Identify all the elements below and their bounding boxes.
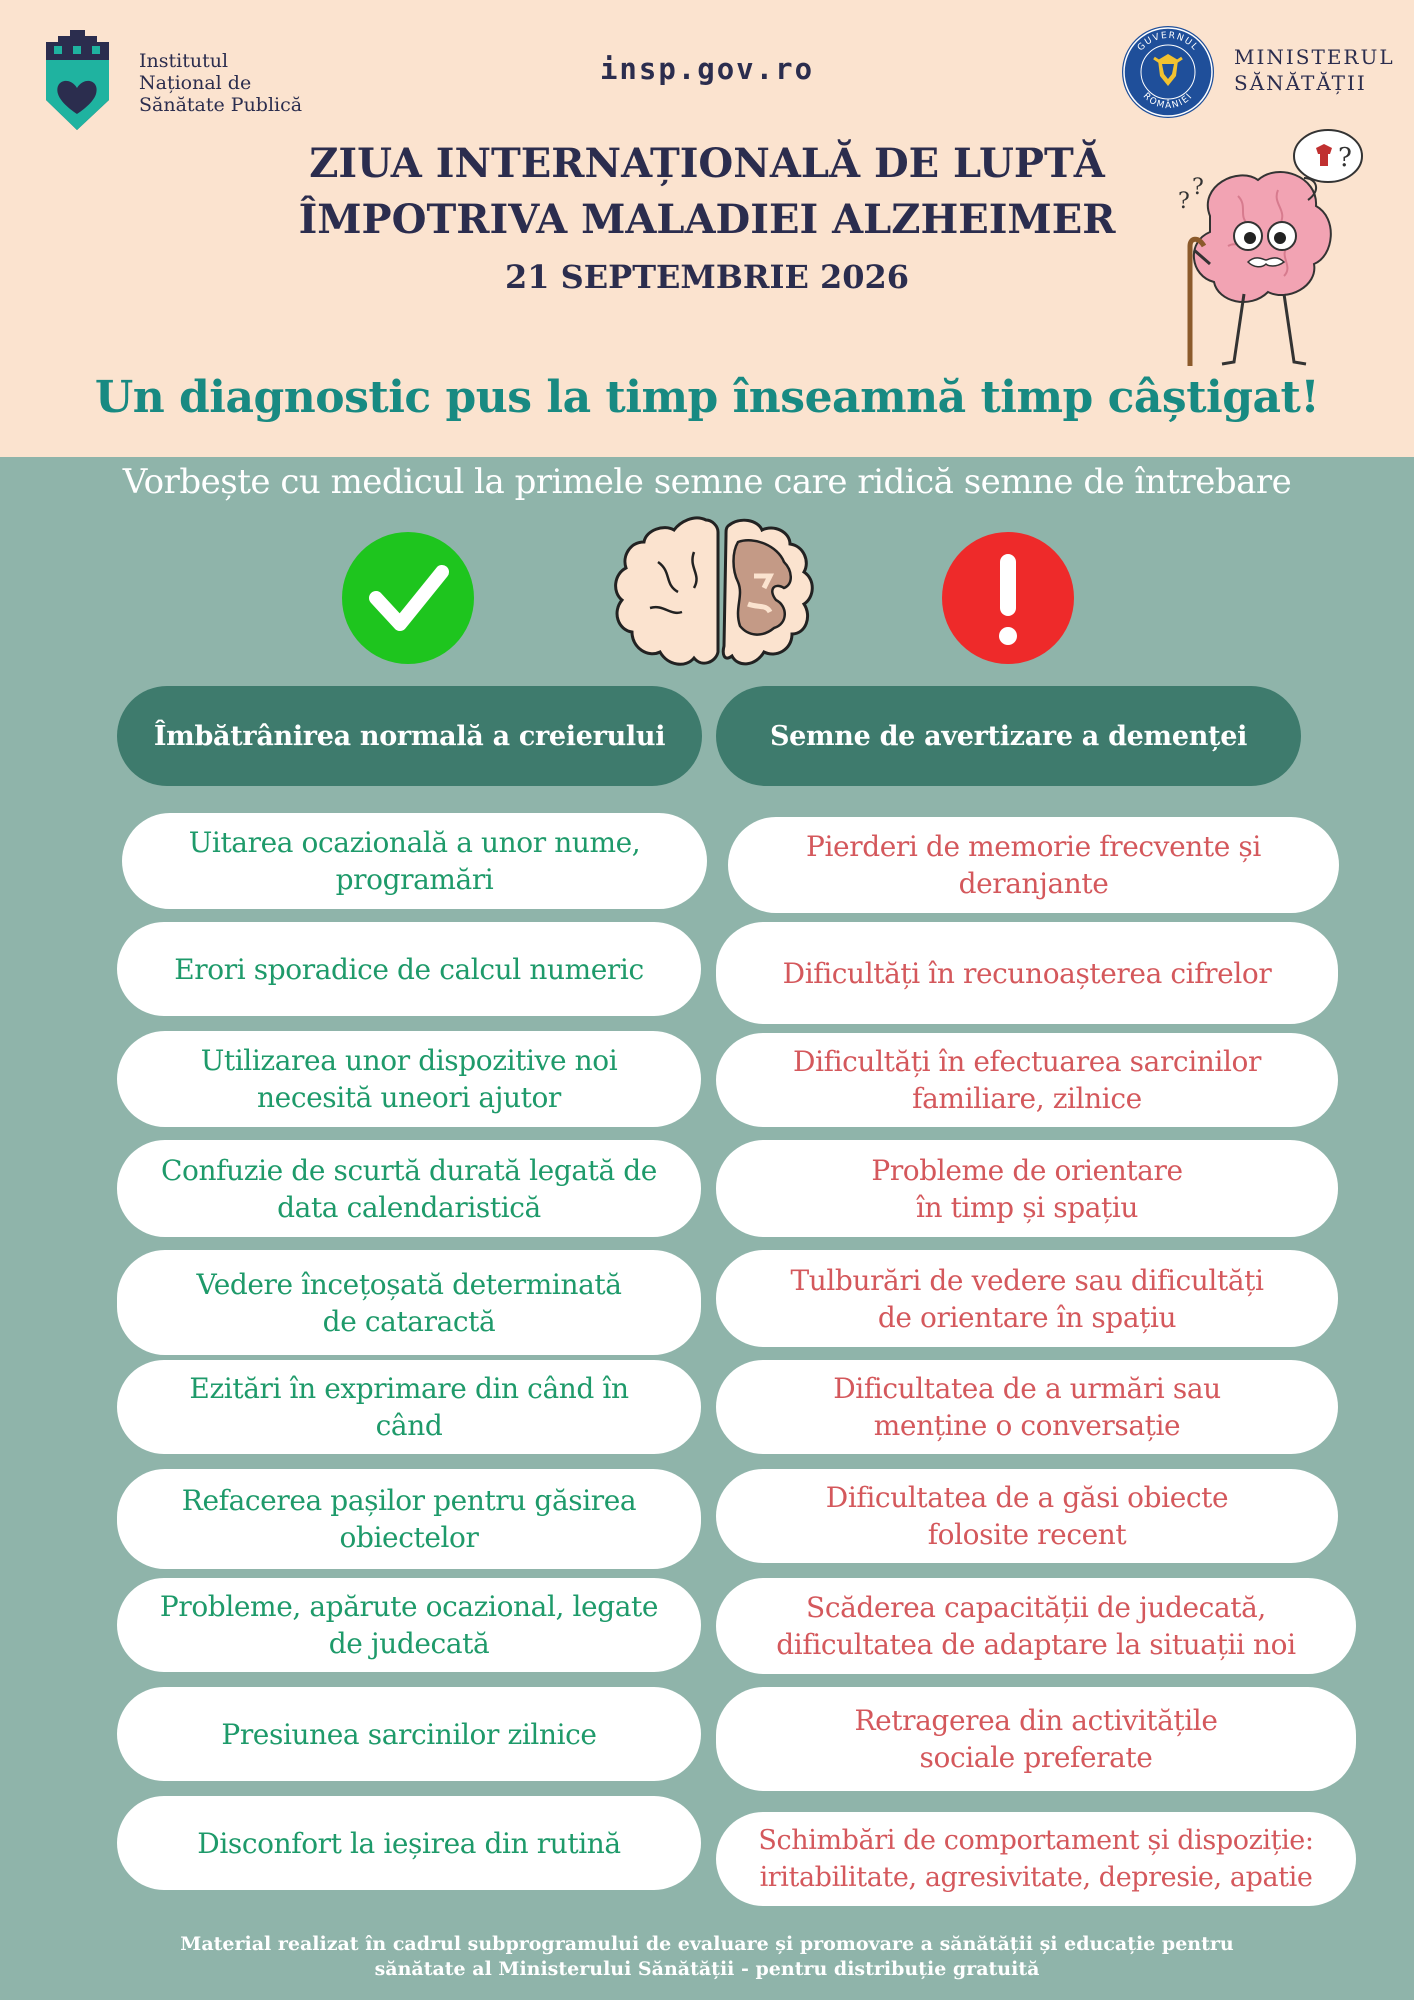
warning-item: Tulburări de vedere sau dificultăți de orientare în spațiu <box>716 1250 1338 1347</box>
event-date: 21 SEPTEMBRIE 2026 <box>504 258 910 296</box>
svg-text:?: ? <box>1338 143 1352 173</box>
title-line-2: ÎMPOTRIVA MALADIEI ALZHEIMER <box>298 196 1116 243</box>
warning-item: Dificultatea de a urmări sau menține o conversație <box>716 1360 1338 1454</box>
government-seal-icon <box>1120 24 1216 120</box>
svg-text:?: ? <box>1178 189 1190 214</box>
warning-signs-header: Semne de avertizare a demenței <box>716 686 1301 786</box>
brain-cross-section-icon <box>598 512 828 680</box>
warning-item: Scăderea capacității de judecată, dificultatea de adaptare la situații noi <box>716 1578 1356 1674</box>
svg-text:ROMÂNIEI: ROMÂNIEI <box>1140 91 1196 112</box>
normal-item: Presiunea sarcinilor zilnice <box>117 1687 701 1781</box>
warning-item: Dificultatea de a găsi obiecte folosite recent <box>716 1469 1338 1563</box>
normal-item: Ezitări în exprimare din când în când <box>117 1360 701 1454</box>
normal-item: Vedere încețoșată determinată de cataractă <box>117 1250 701 1355</box>
normal-item: Utilizarea unor dispozitive noi necesită uneori ajutor <box>117 1031 701 1127</box>
footer-note: Material realizat în cadrul subprogramului de evaluare și promovare a sănătății și educație pentru sănătate al Ministerului Sănătății - pentru distribuție gratuită <box>180 1933 1234 1980</box>
confused-brain-character-icon <box>1138 126 1368 376</box>
svg-text:GUVERNUL: GUVERNUL <box>1135 30 1201 54</box>
warning-item: Probleme de orientare în timp și spațiu <box>716 1140 1338 1237</box>
warning-item: Schimbări de comportament și dispoziție: iritabilitate, agresivitate, depresie, apatie <box>716 1812 1356 1906</box>
normal-item: Confuzie de scurtă durată legată de data calendaristică <box>117 1140 701 1237</box>
normal-item: Uitarea ocazională a unor nume, programări <box>122 813 707 909</box>
ministry-name: MINISTERUL SĂNĂTĂȚII <box>1234 45 1395 95</box>
check-icon <box>342 532 474 664</box>
normal-item: Disconfort la ieșirea din rutină <box>117 1796 701 1890</box>
normal-item: Probleme, apărute ocazional, legate de judecată <box>117 1578 701 1672</box>
insp-name: Institutul Național de Sănătate Publică <box>139 50 303 116</box>
svg-text:?: ? <box>1192 175 1204 200</box>
normal-item: Erori sporadice de calcul numeric <box>117 922 701 1016</box>
slogan: Un diagnostic pus la timp înseamnă timp câștigat! <box>94 372 1320 423</box>
warning-item: Dificultăți în recunoașterea cifrelor <box>716 922 1338 1024</box>
normal-aging-header: Îmbătrânirea normală a creierului <box>117 686 702 786</box>
warning-item: Retragerea din activitățile sociale preferate <box>716 1687 1356 1791</box>
normal-item: Refacerea pașilor pentru găsirea obiectelor <box>117 1469 701 1569</box>
subtitle: Vorbește cu medicul la primele semne care ridică semne de întrebare <box>122 462 1292 502</box>
warning-item: Dificultăți în efectuarea sarcinilor familiare, zilnice <box>716 1033 1338 1127</box>
warning-item: Pierderi de memorie frecvente și deranjante <box>728 817 1339 913</box>
website-url[interactable]: insp.gov.ro <box>599 52 815 86</box>
exclamation-icon <box>942 532 1074 664</box>
title-line-1: ZIUA INTERNAȚIONALĂ DE LUPTĂ <box>309 140 1105 187</box>
